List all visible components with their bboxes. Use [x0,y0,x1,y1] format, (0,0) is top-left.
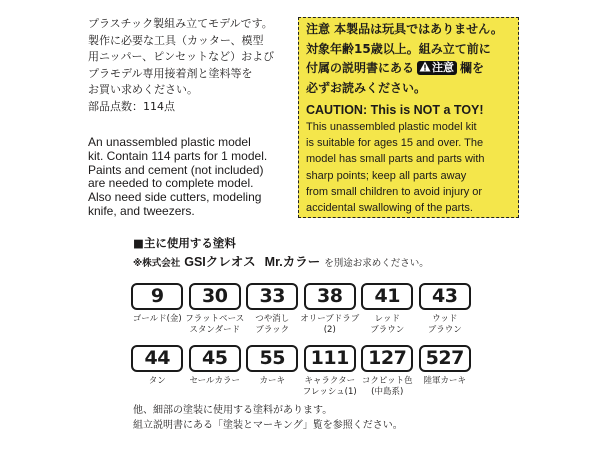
description-en-line: are needed to complete model. [88,177,254,191]
caution-ja-text: 付属の説明書にある [306,61,415,75]
paint-item [129,283,187,343]
paint-label-line: ウッド [432,314,458,324]
paint-label-line: レッド [374,314,400,324]
caution-en-line: sharp points; keep all parts away [306,169,467,182]
paint-number: 44 [144,347,170,369]
paints-brand: GSIクレオス [184,255,256,269]
paint-item [186,283,244,343]
paint-number-box [361,283,413,310]
paint-label-line: ブラウン [427,325,462,335]
paint-label-line: (2) [323,325,336,335]
description-ja-line: お買い求めください。 [88,83,198,97]
paint-label-line: コクピット色 [361,376,413,386]
parts-count: 部品点数：114点 [88,99,175,113]
paint-label-line: ブラウン [370,325,405,335]
paint-item [416,283,474,343]
paint-number-box [419,345,471,372]
description-ja-line: 用ニッパー、ピンセットなど）および [88,50,275,64]
paint-number: 111 [310,347,349,369]
warning-icon [419,61,431,72]
paint-number-box [304,345,356,372]
caution-badge-label: 注意 [432,61,455,74]
caution-en-line: This unassembled plastic model kit [306,121,477,133]
caution-badge [417,61,457,75]
paint-number-box [131,283,183,310]
paint-label-line: ゴールド(金) [132,314,182,324]
paint-item [301,283,359,343]
caution-ja-line: 必ずお読みください。 [306,80,427,95]
paint-number: 33 [259,285,285,307]
paint-item [301,345,359,405]
product-description-en [88,136,294,219]
caution-en-line: accidental swallowing of the parts. [306,202,473,215]
description-en-line: knife, and tweezers. [88,204,195,218]
paint-number: 41 [374,285,400,307]
paint-number-box [304,283,356,310]
paint-label-line: 陸軍カーキ [423,376,466,386]
caution-en-title: CAUTION: This is NOT a TOY! [306,103,484,117]
paint-label-line: フレッシュ(1) [302,387,357,397]
paint-number-box [361,345,413,372]
paint-number: 43 [432,285,458,307]
paint-number-box [419,283,471,310]
paint-number: 55 [259,347,285,369]
paint-number: 45 [202,347,228,369]
paint-number: 30 [202,285,228,307]
paints-note-suffix: を別途お求めください。 [324,258,429,269]
caution-ja-line [306,59,511,79]
paint-number-box [189,283,241,310]
description-en-line: kit. Contain 114 parts for 1 model. [88,149,268,163]
paint-number-box [131,345,183,372]
paint-grid [129,283,474,408]
paint-label-line: つや消し [255,314,290,324]
caution-en-line: is suitable for ages 15 and over. The [306,137,484,150]
paint-number: 127 [368,347,407,369]
footer-note [133,403,593,433]
paint-item [416,345,474,405]
paints-note-prefix: ※株式会社 [133,258,181,269]
paint-number: 38 [317,285,343,307]
paint-label-line: フラットベース [185,314,245,324]
paint-item [186,345,244,405]
paint-item [359,283,417,343]
paint-number: 9 [150,285,164,307]
description-en-line: Paints and cement (not included) [88,163,264,177]
paint-label-line: タン [148,376,166,386]
paint-label-line: キャラクター [304,376,356,386]
caution-en-line: model has small parts and parts with [306,153,485,166]
paint-item [359,345,417,405]
paint-number: 527 [425,347,464,369]
caution-box [298,17,519,218]
paint-label [410,376,480,387]
paint-number-box [246,345,298,372]
paint-number-box [189,345,241,372]
description-en-line: An unassembled plastic model [88,136,251,149]
description-ja-line: 製作に必要な工具（カッター、模型 [88,33,264,47]
footer-note-line: 組立説明書にある「塗装とマーキング」覧を参照ください。 [133,420,403,431]
paints-note [133,254,553,272]
caution-ja-line: 対象年齢15歳以上。組み立て前に [306,41,491,56]
caution-title: 注意 本製品は玩具ではありません。 [306,22,503,36]
paint-label-line: セールカラー [189,376,240,386]
product-description-ja [88,16,294,116]
paint-label-line: ブラック [255,325,290,335]
description-ja-line: プラスチック製組み立てモデルです。 [88,17,273,30]
description-ja-line: プラモデル専用接着剤と塗料等を [88,66,253,80]
caution-en-line: from small children to avoid injury or [306,185,483,198]
paint-number-box [246,283,298,310]
paint-label [410,314,480,336]
paint-label-line: (中島系) [371,387,404,397]
paints-product-line: Mr.カラー [264,255,321,269]
caution-ja-text: 欄を [460,61,485,75]
paint-item [244,283,302,343]
paint-label-line: カーキ [259,376,285,386]
paint-item [129,345,187,405]
paints-heading: ■主に使用する塗料 [133,236,236,250]
footer-note-line: 他、細部の塗装に使用する塗料があります。 [133,405,333,416]
paint-item [244,345,302,405]
description-en-line: Also need side cutters, modeling [88,191,262,205]
paint-label-line: スタンダード [189,325,241,335]
paint-label-line: オリーブドラブ [300,314,360,324]
